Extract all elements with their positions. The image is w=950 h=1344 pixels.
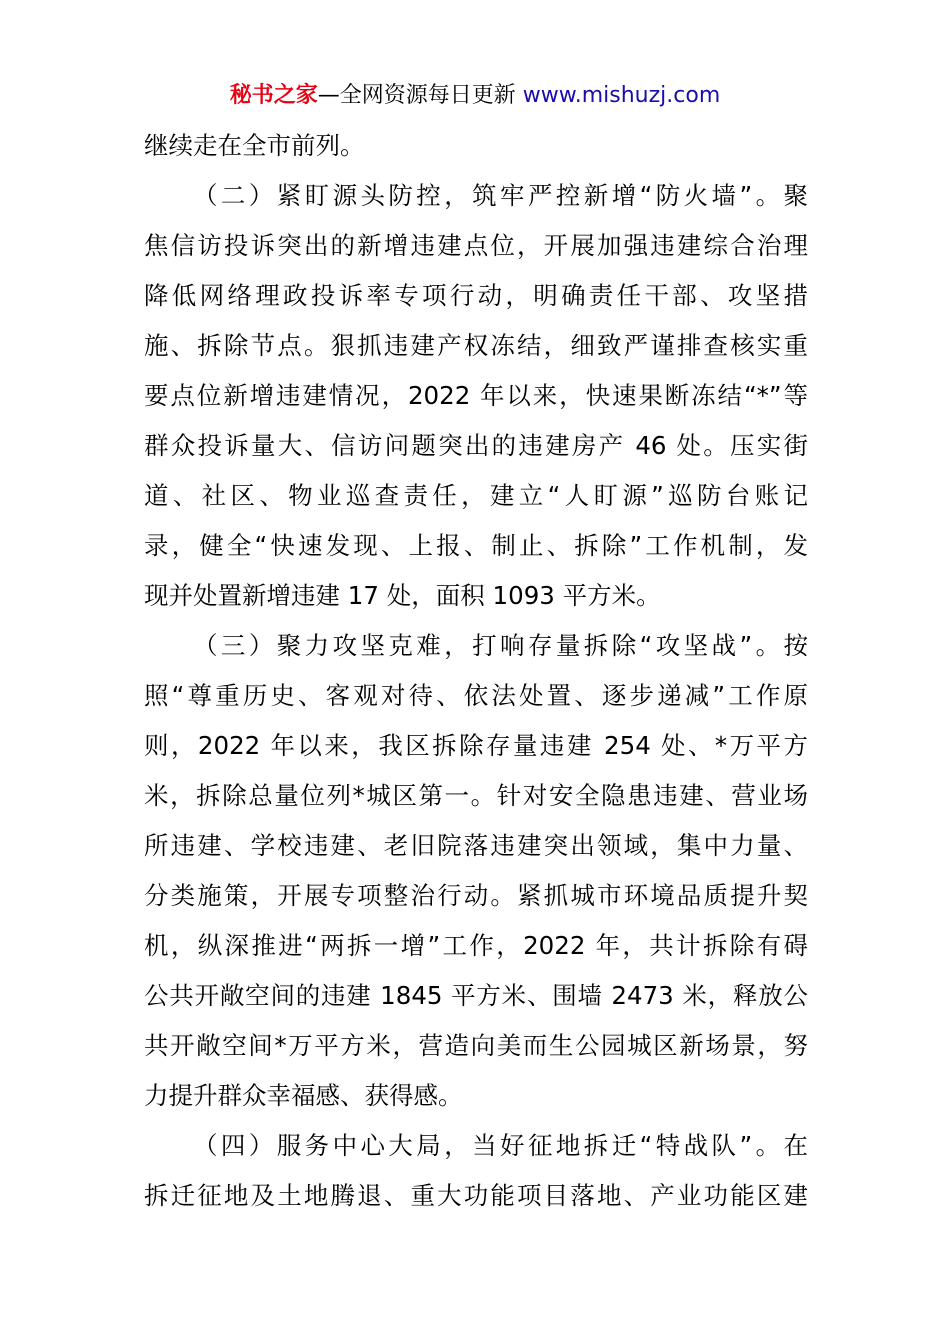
text-line: 照“尊重历史、客观对待、依法处置、逐步递减”工作原	[144, 681, 808, 710]
text-line: 焦信访投诉突出的新增违建点位，开展加强违建综合治理	[144, 231, 808, 260]
text-line: 道、社区、物业巡查责任，建立“人盯源”巡防台账记	[144, 481, 808, 510]
site-tagline: —全网资源每日更新	[317, 83, 523, 108]
text-line: 群众投诉量大、信访问题突出的违建房产 46 处。压实街	[144, 431, 808, 460]
text-line: 则，2022 年以来，我区拆除存量违建 254 处、*万平方	[144, 731, 808, 760]
text-line: 米，拆除总量位列*城区第一。针对安全隐患违建、营业场	[144, 781, 808, 810]
text-line: 分类施策，开展专项整治行动。紧抓城市环境品质提升契	[144, 881, 808, 910]
text-line: 力提升群众幸福感、获得感。	[144, 1081, 463, 1110]
site-brand: 秘书之家	[229, 83, 318, 108]
text-line: 降低网络理政投诉率专项行动，明确责任干部、攻坚措	[144, 281, 808, 310]
text-line: 所违建、学校违建、老旧院落违建突出领域，集中力量、	[144, 831, 808, 860]
paragraph-3-start: （三）聚力攻坚克难，打响存量拆除“攻坚战”。按	[193, 631, 808, 660]
paragraph-2-start: （二）紧盯源头防控，筑牢严控新增“防火墙”。聚	[193, 181, 808, 210]
text-line: 现并处置新增违建 17 处，面积 1093 平方米。	[144, 581, 661, 610]
site-url[interactable]: www.mishuzj.com	[522, 83, 721, 108]
site-header	[0, 80, 950, 112]
text-line: 施、拆除节点。狠抓违建产权冻结，细致严谨排查核实重	[144, 331, 808, 360]
text-line: 录，健全“快速发现、上报、制止、拆除”工作机制，发	[144, 531, 808, 560]
paragraph-4-start: （四）服务中心大局，当好征地拆迁“特战队”。在	[193, 1131, 808, 1160]
text-line: 继续走在全市前列。	[144, 131, 365, 160]
text-line: 拆迁征地及土地腾退、重大功能项目落地、产业功能区建	[144, 1181, 808, 1210]
text-line: 共开敞空间*万平方米，营造向美而生公园城区新场景，努	[144, 1031, 808, 1060]
text-line: 要点位新增违建情况，2022 年以来，快速果断冻结“*”等	[144, 381, 808, 410]
text-line: 机，纵深推进“两拆一增”工作，2022 年，共计拆除有碍	[144, 931, 808, 960]
document-body	[144, 121, 808, 1221]
text-line: 公共开敞空间的违建 1845 平方米、围墙 2473 米，释放公	[144, 981, 808, 1010]
